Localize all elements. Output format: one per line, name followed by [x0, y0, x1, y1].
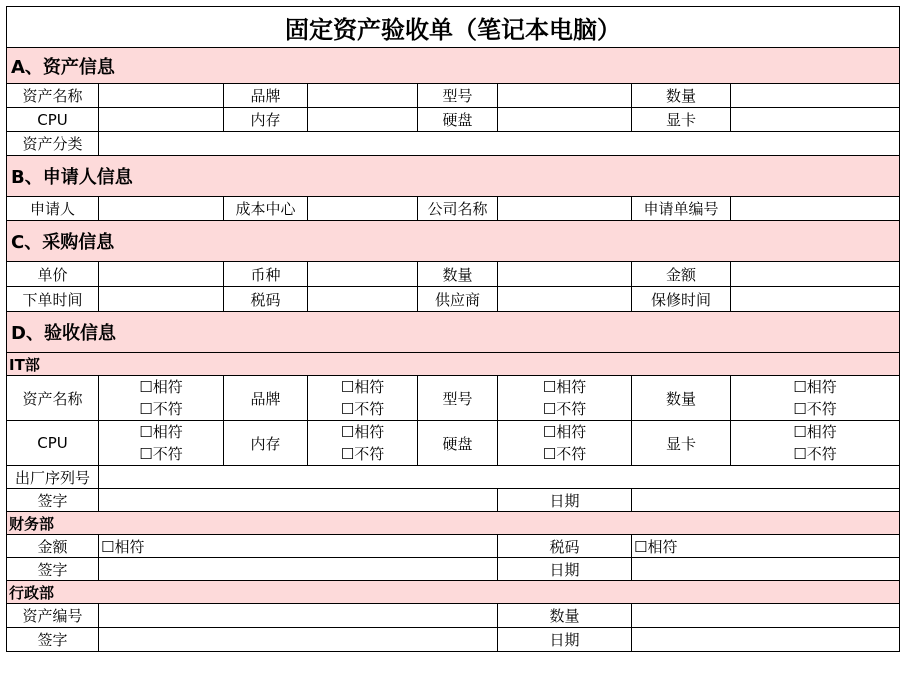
label-cost-center: 成本中心: [224, 197, 308, 221]
check-disk: [498, 421, 632, 466]
label-it-brand: 品牌: [224, 376, 308, 421]
field-applicant[interactable]: [99, 197, 224, 221]
field-it-date[interactable]: [632, 489, 900, 512]
check-memory: [308, 421, 418, 466]
label-gpu: 显卡: [632, 108, 731, 132]
field-order-time[interactable]: [99, 287, 224, 312]
checkbox-match[interactable]: ☐相符: [139, 423, 183, 441]
label-currency: 币种: [224, 262, 308, 287]
label-admin-date: 日期: [498, 628, 632, 652]
label-finance-tax-code: 税码: [498, 535, 632, 558]
label-asset-name: 资产名称: [7, 84, 99, 108]
field-amount[interactable]: [731, 262, 900, 287]
checkbox-match[interactable]: ☐相符: [139, 378, 183, 396]
field-supplier[interactable]: [498, 287, 632, 312]
field-cpu[interactable]: [99, 108, 224, 132]
field-brand[interactable]: [308, 84, 418, 108]
field-warranty[interactable]: [731, 287, 900, 312]
label-it-sign: 签字: [7, 489, 99, 512]
label-it-cpu: CPU: [7, 421, 99, 466]
checkbox-match[interactable]: ☐相符: [793, 378, 837, 396]
checkbox-nomatch[interactable]: ☐不符: [793, 400, 837, 418]
label-purchase-qty: 数量: [418, 262, 498, 287]
check-cpu: [99, 421, 224, 466]
check-asset-name: [99, 376, 224, 421]
checkbox-nomatch[interactable]: ☐不符: [139, 400, 183, 418]
checkbox-match[interactable]: ☐相符: [340, 423, 385, 441]
label-it-date: 日期: [498, 489, 632, 512]
check-brand: [308, 376, 418, 421]
label-amount: 金额: [632, 262, 731, 287]
check-quantity: [731, 376, 900, 421]
label-serial-number: 出厂序列号: [7, 466, 99, 489]
field-serial-number[interactable]: [99, 466, 900, 489]
field-tax-code[interactable]: [308, 287, 418, 312]
label-it-disk: 硬盘: [418, 421, 498, 466]
label-it-memory: 内存: [224, 421, 308, 466]
label-finance-sign: 签字: [7, 558, 99, 581]
checkbox-match[interactable]: ☐相符: [340, 378, 385, 396]
label-finance-date: 日期: [498, 558, 632, 581]
field-asset-number[interactable]: [99, 604, 498, 628]
checkbox-nomatch[interactable]: ☐不符: [542, 445, 587, 463]
label-it-asset-name: 资产名称: [7, 376, 99, 421]
label-finance-amount: 金额: [7, 535, 99, 558]
section-purchase-info: C、采购信息: [7, 221, 900, 262]
label-it-model: 型号: [418, 376, 498, 421]
field-finance-date[interactable]: [632, 558, 900, 581]
label-it-quantity: 数量: [632, 376, 731, 421]
label-it-gpu: 显卡: [632, 421, 731, 466]
check-model: [498, 376, 632, 421]
field-cost-center[interactable]: [308, 197, 418, 221]
label-cpu: CPU: [7, 108, 99, 132]
label-tax-code: 税码: [224, 287, 308, 312]
checkbox-match[interactable]: ☐相符: [542, 378, 587, 396]
label-request-no: 申请单编号: [632, 197, 731, 221]
label-company: 公司名称: [418, 197, 498, 221]
checkbox-nomatch[interactable]: ☐不符: [139, 445, 183, 463]
subsection-it: IT部: [7, 353, 900, 376]
field-admin-date[interactable]: [632, 628, 900, 652]
check-finance-tax-code[interactable]: ☐相符: [632, 535, 900, 558]
checkbox-nomatch[interactable]: ☐不符: [793, 445, 837, 463]
label-disk: 硬盘: [418, 108, 498, 132]
subsection-finance: 财务部: [7, 512, 900, 535]
field-asset-name[interactable]: [99, 84, 224, 108]
field-asset-category[interactable]: [99, 132, 900, 156]
section-applicant-info: B、申请人信息: [7, 156, 900, 197]
check-finance-amount[interactable]: ☐相符: [99, 535, 498, 558]
label-applicant: 申请人: [7, 197, 99, 221]
section-asset-info: A、资产信息: [7, 48, 900, 84]
checkbox-nomatch[interactable]: ☐不符: [542, 400, 587, 418]
field-admin-sign[interactable]: [99, 628, 498, 652]
subsection-admin: 行政部: [7, 581, 900, 604]
label-quantity: 数量: [632, 84, 731, 108]
section-acceptance-info: D、验收信息: [7, 312, 900, 353]
label-model: 型号: [418, 84, 498, 108]
label-brand: 品牌: [224, 84, 308, 108]
label-admin-sign: 签字: [7, 628, 99, 652]
check-gpu: [731, 421, 900, 466]
label-memory: 内存: [224, 108, 308, 132]
field-unit-price[interactable]: [99, 262, 224, 287]
label-admin-qty: 数量: [498, 604, 632, 628]
acceptance-form: [6, 6, 900, 652]
checkbox-match[interactable]: ☐相符: [793, 423, 837, 441]
label-asset-number: 资产编号: [7, 604, 99, 628]
field-memory[interactable]: [308, 108, 418, 132]
field-gpu[interactable]: [731, 108, 900, 132]
checkbox-nomatch[interactable]: ☐不符: [340, 445, 385, 463]
label-unit-price: 单价: [7, 262, 99, 287]
label-supplier: 供应商: [418, 287, 498, 312]
field-model[interactable]: [498, 84, 632, 108]
field-quantity[interactable]: [731, 84, 900, 108]
field-request-no[interactable]: [731, 197, 900, 221]
label-order-time: 下单时间: [7, 287, 99, 312]
field-it-sign[interactable]: [99, 489, 498, 512]
label-asset-category: 资产分类: [7, 132, 99, 156]
form-title: 固定资产验收单（笔记本电脑）: [7, 7, 900, 48]
checkbox-match[interactable]: ☐相符: [542, 423, 587, 441]
field-admin-qty[interactable]: [632, 604, 900, 628]
label-warranty: 保修时间: [632, 287, 731, 312]
field-disk[interactable]: [498, 108, 632, 132]
field-currency[interactable]: [308, 262, 418, 287]
field-purchase-qty[interactable]: [498, 262, 632, 287]
checkbox-nomatch[interactable]: ☐不符: [340, 400, 385, 418]
field-company[interactable]: [498, 197, 632, 221]
field-finance-sign[interactable]: [99, 558, 498, 581]
